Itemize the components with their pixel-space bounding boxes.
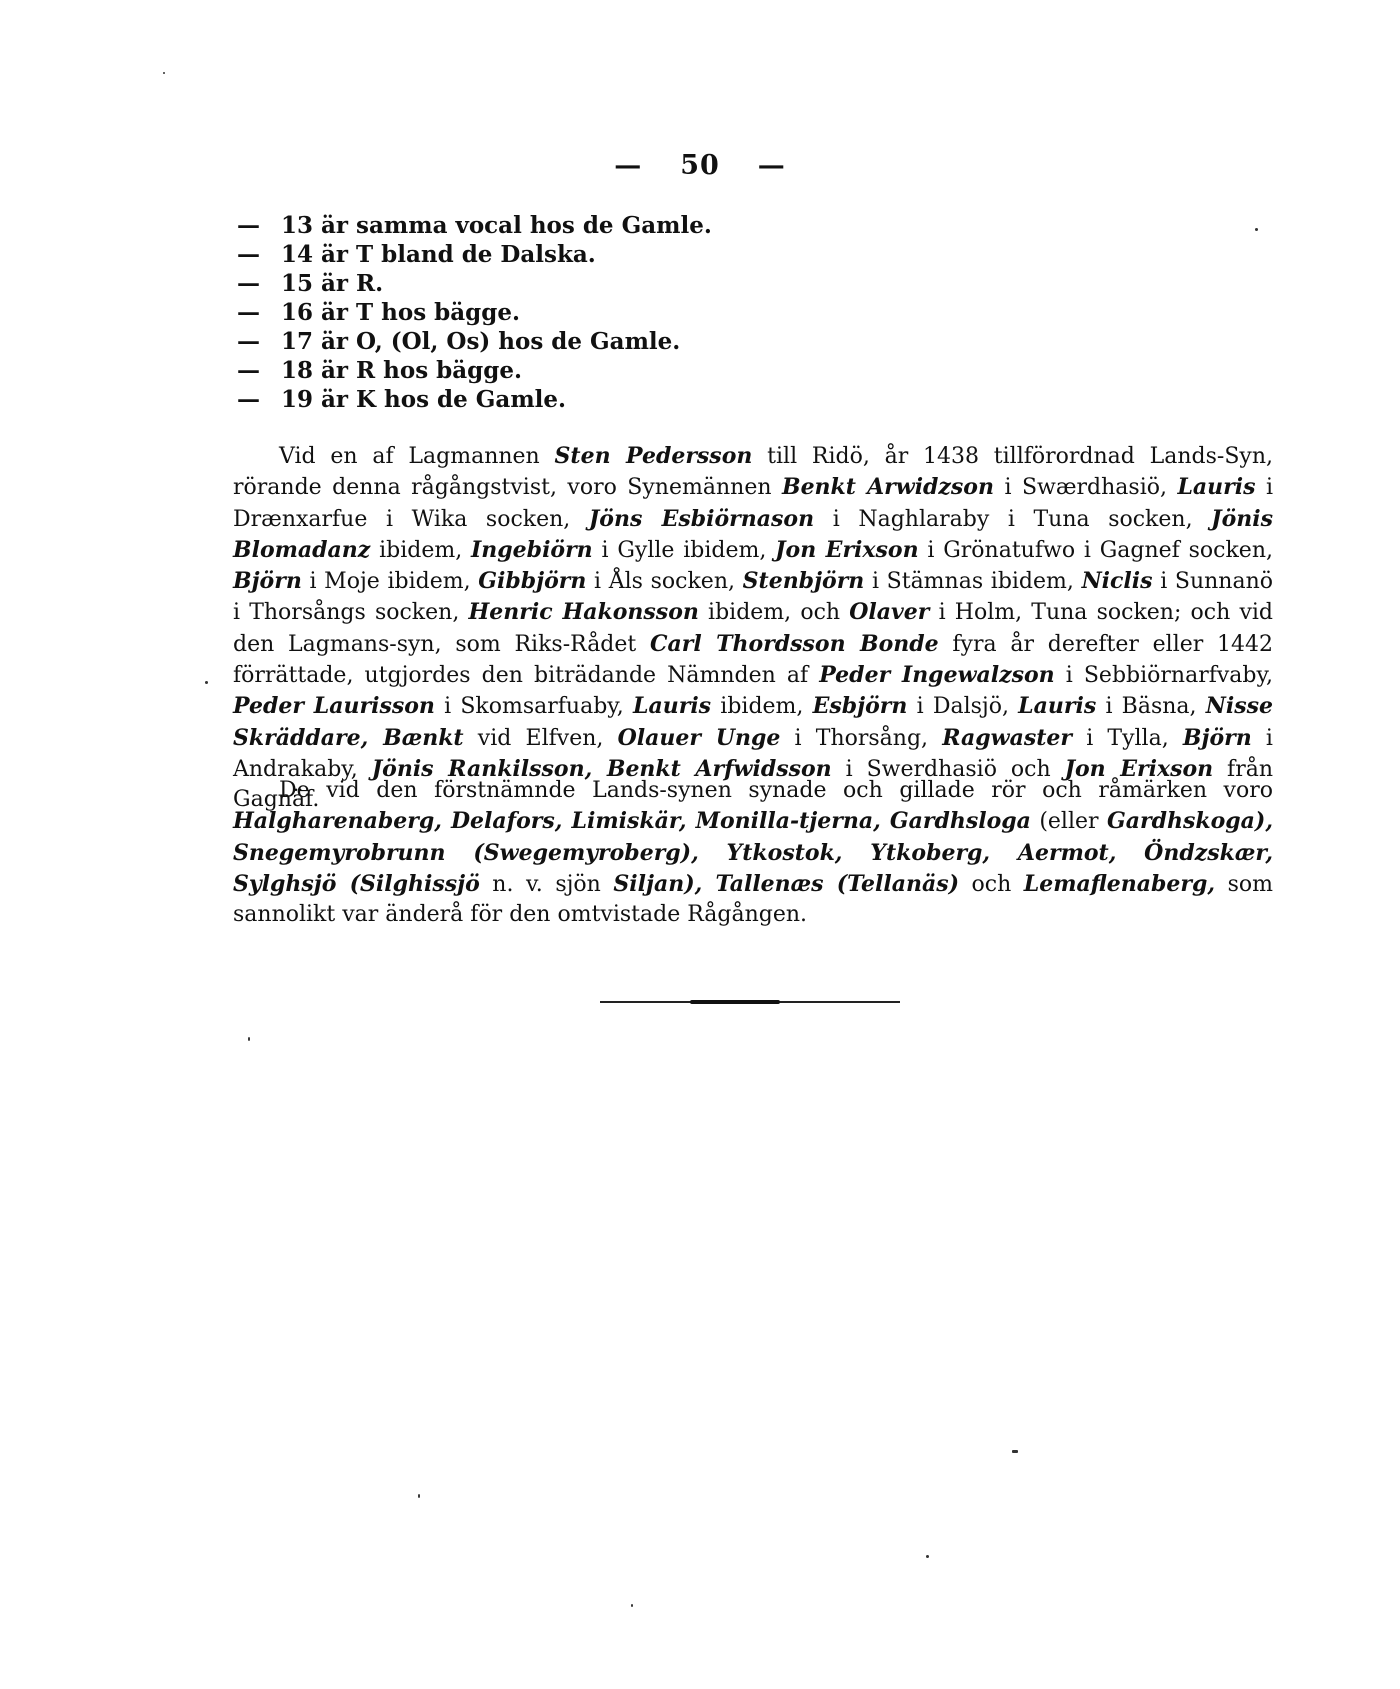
italic-name: Peder Ingewalzson <box>819 662 1055 689</box>
list-item-dash: — <box>237 241 260 268</box>
text-run: i Åls socken, <box>586 569 743 595</box>
list-item-dash: — <box>237 299 260 326</box>
list-item-text: 18 är R hos bägge. <box>281 357 522 384</box>
paper-speck <box>1012 1450 1018 1453</box>
italic-name: Stenbjörn <box>742 568 865 595</box>
list-item <box>237 211 712 240</box>
text-run: n. v. sjön <box>479 871 614 897</box>
list-item-text: 14 är T bland de Dalska. <box>281 241 596 268</box>
text-run: i Swærdhasiö, <box>993 475 1178 501</box>
italic-name: Jönis Rankilsson, Benkt Arfwidsson <box>371 755 832 782</box>
italic-name: Olauer Unge <box>617 724 781 751</box>
list-item <box>237 356 712 385</box>
page-number-header <box>0 150 1400 181</box>
text-run: i Drænxarfue i Wika socken, <box>233 475 1273 532</box>
text-run: i Thorsång, <box>780 725 943 751</box>
text-run: i Holm, Tuna socken; och vid den Lagmans-syn, som Riks-Rådet <box>233 600 1274 657</box>
italic-name: Halgharenaberg, Delafors, Limiskär, Monilla-tjerna, Gardhsloga <box>233 808 1031 835</box>
list-item <box>237 269 712 298</box>
italic-name: Gardhskoga), Snegemyrobrunn (Swegemyroberg), Ytkostok, Ytkoberg, Aermot, Öndzskær, Sylghsjö (Silghissjö <box>233 808 1273 897</box>
italic-name: Niclis <box>1081 568 1153 595</box>
list-item-dash: — <box>237 357 260 384</box>
text-run: i Moje ibidem, <box>301 569 479 595</box>
text-run: från Gagnäf. <box>233 756 1273 813</box>
text-run: fyra år derefter eller 1442 förrättade, utgjordes den biträdande Nämnden af <box>233 631 1274 689</box>
text-run: i Naghlaraby i Tuna socken, <box>814 506 1212 532</box>
text-run: i Bäsna, <box>1096 694 1206 720</box>
italic-name: Benkt Arwidzson <box>781 474 994 501</box>
paper-speck <box>163 72 165 74</box>
italic-name: Jöns Esbiörnason <box>588 505 815 532</box>
paper-speck <box>1255 228 1258 231</box>
list-item-text: 16 är T hos bägge. <box>281 299 520 326</box>
text-run: i Gylle ibidem, <box>592 537 776 563</box>
italic-name: Ragwaster <box>942 724 1072 751</box>
list-item-dash: — <box>237 212 260 239</box>
text-run: i Swerdhasiö och <box>831 756 1065 782</box>
paper-speck <box>248 1037 250 1041</box>
list-item-dash: — <box>237 328 260 355</box>
italic-name: Sten Pedersson <box>554 443 753 469</box>
list-item-dash: — <box>237 386 260 413</box>
text-run: i Skomsarfuaby, <box>434 694 634 720</box>
italic-name: Jönis Blomadanz <box>233 505 1273 563</box>
paragraph-1 <box>233 441 1273 816</box>
italic-name: Lauris <box>1018 693 1097 720</box>
text-run: i Tylla, <box>1072 725 1183 751</box>
numbered-list <box>237 211 712 414</box>
italic-name: Lauris <box>1177 474 1256 501</box>
page-number-dash-right: — <box>757 150 786 181</box>
text-run: i Dalsjö, <box>907 694 1019 720</box>
paper-speck <box>418 1494 420 1498</box>
page-number: 50 <box>680 150 720 181</box>
page-number-dash-left: — <box>614 150 643 181</box>
text-run: i Sebbiörnarfvaby, <box>1054 663 1273 689</box>
italic-name: Björn <box>233 568 302 595</box>
text-run: ibidem, och <box>698 600 850 626</box>
text-run: i Stämnas ibidem, <box>864 569 1082 595</box>
italic-name: Esbjörn <box>812 693 908 720</box>
italic-name: Jon Erixson <box>1064 755 1214 782</box>
list-item <box>237 327 712 356</box>
italic-name: Peder Laurisson <box>233 693 435 720</box>
italic-name: Björn <box>1182 724 1252 751</box>
italic-name: Carl Thordsson Bonde <box>650 630 939 657</box>
list-item-text: 17 är O, (Ol, Os) hos de Gamle. <box>281 328 681 355</box>
italic-name: Ingebiörn <box>471 536 593 563</box>
list-item <box>237 240 712 269</box>
list-item-text: 15 är R. <box>281 270 384 297</box>
italic-name: Siljan), Tallenæs (Tellanäs) <box>613 870 960 897</box>
text-run: i Sunnanö i Thorsångs socken, <box>233 569 1273 626</box>
list-item-dash: — <box>237 270 260 297</box>
text-run: (eller <box>1030 809 1107 835</box>
text-run: ibidem, <box>711 694 813 720</box>
text-run: i Andrakaby, <box>233 725 1273 782</box>
italic-name: Henric Hakonsson <box>468 599 699 626</box>
italic-name: Olaver <box>849 599 930 626</box>
text-run: som sannolikt var änderå för den omtvistade Rågången. <box>233 871 1273 928</box>
italic-name: Jon Erixson <box>775 536 919 563</box>
text-run: till Ridö, år 1438 tillförordnad Lands-Syn, rörande denna rågångstvist, voro Synemännen <box>233 444 1273 501</box>
italic-name: Nisse Skräddare, Bænkt <box>233 693 1273 751</box>
italic-name: Lemaflenaberg, <box>1023 870 1216 897</box>
text-run: och <box>959 871 1024 897</box>
list-item-text: 13 är samma vocal hos de Gamle. <box>281 212 712 239</box>
paragraph-2 <box>233 776 1273 930</box>
text-run: vid Elfven, <box>463 725 618 751</box>
paper-speck <box>205 681 208 684</box>
paper-speck <box>926 1555 929 1558</box>
paper-speck <box>631 1604 633 1607</box>
text-run: Vid en af Lagmannen <box>279 444 555 469</box>
text-run: i Grönatufwo i Gagnef socken, <box>918 537 1273 563</box>
list-item <box>237 385 712 414</box>
text-run: ibidem, <box>370 537 472 563</box>
italic-name: Gibbjörn <box>478 568 587 595</box>
section-divider-rule-center <box>690 1000 780 1004</box>
italic-name: Lauris <box>633 693 712 720</box>
list-item-text: 19 är K hos de Gamle. <box>281 386 567 413</box>
text-run: De vid den förstnämnde Lands-synen synade och gillade rör och råmärken voro <box>279 778 1273 803</box>
list-item <box>237 298 712 327</box>
